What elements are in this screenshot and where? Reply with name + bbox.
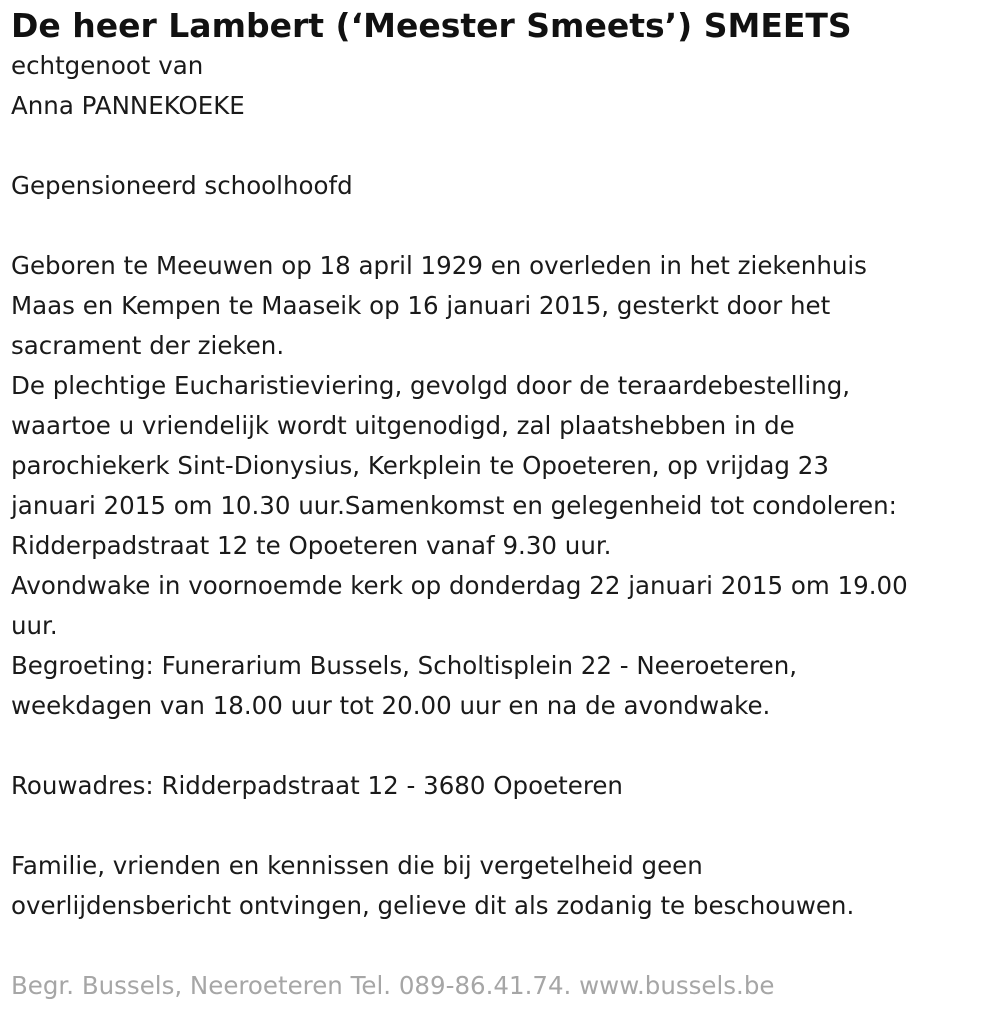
closing-note — [11, 846, 986, 926]
spouse-intro: echtgenoot van — [11, 51, 204, 80]
spacer — [11, 126, 986, 166]
body-line: De plechtige Eucharistieviering, gevolgd door de teraardebestelling, — [11, 371, 851, 400]
spacer — [11, 206, 986, 246]
notice-body — [11, 246, 986, 726]
deceased-name-title: De heer Lambert (‘Meester Smeets’) SMEETS — [11, 6, 852, 45]
spacer — [11, 926, 986, 966]
body-line: Begroeting: Funerarium Bussels, Scholtisplein 22 - Neeroeteren, — [11, 651, 798, 680]
body-line: januari 2015 om 10.30 uur.Samenkomst en gelegenheid tot condoleren: — [11, 491, 897, 520]
funeral-director-footer: Begr. Bussels, Neeroeteren Tel. 089-86.41.74. www.bussels.be — [11, 971, 775, 1000]
mourning-address: Rouwadres: Ridderpadstraat 12 - 3680 Opoeteren — [11, 771, 623, 800]
body-line: sacrament der zieken. — [11, 331, 285, 360]
body-line: uur. — [11, 611, 58, 640]
body-line: waartoe u vriendelijk wordt uitgenodigd, zal plaatshebben in de — [11, 411, 795, 440]
occupation: Gepensioneerd schoolhoofd — [11, 171, 353, 200]
body-line: Geboren te Meeuwen op 18 april 1929 en overleden in het ziekenhuis — [11, 251, 867, 280]
body-line: Maas en Kempen te Maaseik op 16 januari 2015, gesterkt door het — [11, 291, 831, 320]
body-line: Avondwake in voornoemde kerk op donderdag 22 januari 2015 om 19.00 — [11, 571, 908, 600]
body-line: Ridderpadstraat 12 te Opoeteren vanaf 9.30 uur. — [11, 531, 612, 560]
closing-line: Familie, vrienden en kennissen die bij vergetelheid geen — [11, 851, 703, 880]
spacer — [11, 726, 986, 766]
closing-line: overlijdensbericht ontvingen, gelieve dit als zodanig te beschouwen. — [11, 891, 855, 920]
spacer — [11, 806, 986, 846]
body-line: parochiekerk Sint-Dionysius, Kerkplein te Opoeteren, op vrijdag 23 — [11, 451, 829, 480]
death-notice — [11, 0, 986, 1006]
spouse-name: Anna PANNEKOEKE — [11, 91, 245, 120]
body-line: weekdagen van 18.00 uur tot 20.00 uur en na de avondwake. — [11, 691, 771, 720]
